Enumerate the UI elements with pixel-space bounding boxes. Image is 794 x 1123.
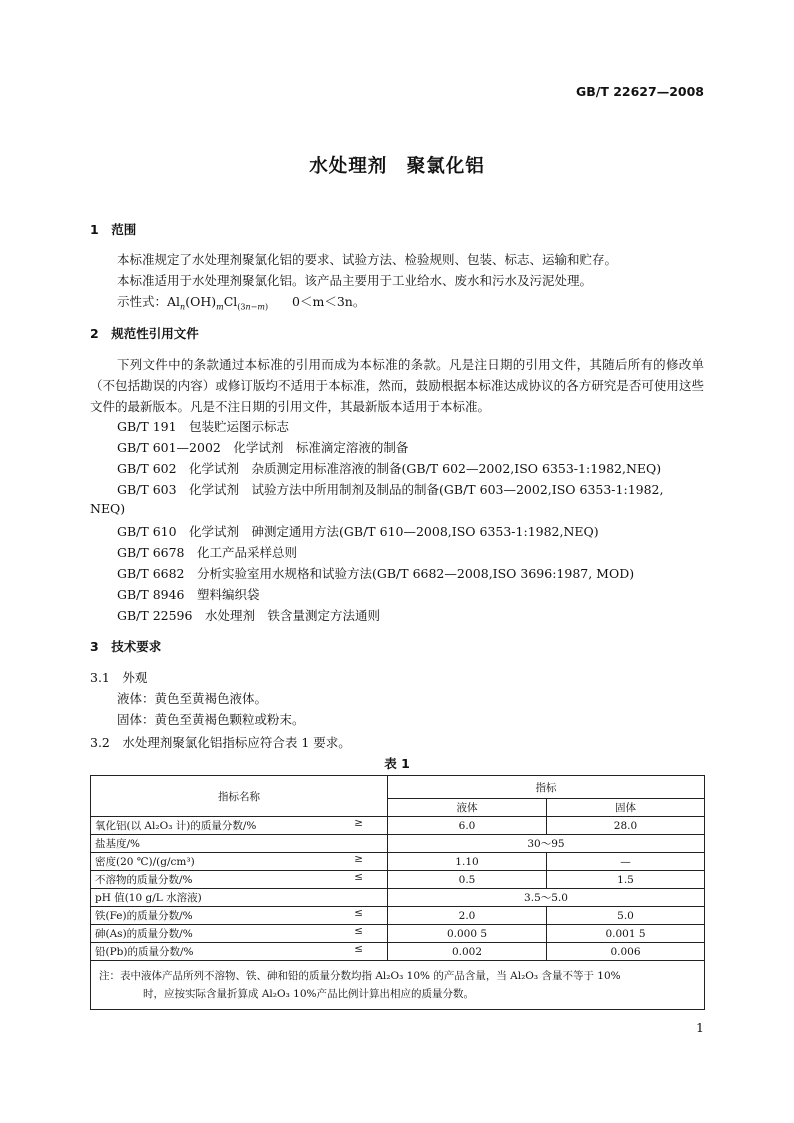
formula-line (117, 292, 365, 312)
section-3-heading: 3 技术要求 (90, 639, 162, 654)
header-indicator-name: 指标名称 (91, 776, 388, 817)
subsection-3-1: 3.1 外观 (90, 670, 148, 685)
reference-item: GB/T 602 化学试剂 杂质测定用标准溶液的制备(GB/T 602—2002,ISO 6353-1:1982,NEQ) (117, 461, 662, 476)
subsection-3-2: 3.2 水处理剂聚氯化铝指标应符合表 1 要求。 (90, 735, 351, 750)
section-1-heading: 1 范围 (90, 222, 137, 237)
specification-table (90, 775, 705, 1010)
row-relation: ≥ (354, 853, 363, 865)
row-name: 密度(20 ℃)/(g/cm³) (95, 856, 195, 868)
header-solid: 固体 (547, 799, 705, 817)
scope-paragraph-2: 本标准适用于水处理剂聚氯化铝。该产品主要用于工业给水、废水和污水及污泥处理。 (117, 273, 593, 288)
row-name: 铅(Pb)的质量分数/% (95, 946, 194, 958)
solid-value: — (547, 853, 705, 871)
document-title: 水处理剂 聚氯化铝 (309, 156, 485, 177)
table-row (91, 907, 705, 925)
solid-value: 0.001 5 (547, 925, 705, 943)
appearance-solid: 固体：黄色至黄褐色颗粒或粉末。 (117, 712, 305, 727)
section-2-heading: 2 规范性引用文件 (90, 326, 199, 341)
row-name: 盐基度/% (95, 838, 141, 850)
reference-item: GB/T 8946 塑料编织袋 (117, 587, 260, 602)
row-name: 氧化铝(以 Al₂O₃ 计)的质量分数/% (95, 820, 257, 832)
table-caption: 表 1 (384, 756, 410, 771)
reference-item: GB/T 6682 分析实验室用水规格和试验方法(GB/T 6682—2008,ISO 3696:1987, MOD) (117, 566, 635, 581)
table-note (91, 961, 705, 1010)
table-row (91, 871, 705, 889)
reference-item: GB/T 603 化学试剂 试验方法中所用制剂及制品的制备(GB/T 603—2002,ISO 6353-1:1982, (117, 482, 664, 497)
solid-value: 0.006 (547, 943, 705, 961)
header-liquid: 液体 (388, 799, 547, 817)
formula-label: 示性式： (117, 294, 168, 309)
page-number: 1 (696, 1020, 704, 1035)
row-relation: ≤ (354, 871, 363, 883)
liquid-value: 0.5 (388, 871, 547, 889)
row-name: 铁(Fe)的质量分数/% (95, 910, 193, 922)
reference-item-continuation: NEQ) (90, 501, 126, 516)
table-row (91, 817, 705, 835)
liquid-value: 6.0 (388, 817, 547, 835)
liquid-value: 1.10 (388, 853, 547, 871)
table-row (91, 853, 705, 871)
appearance-liquid: 液体：黄色至黄褐色液体。 (117, 691, 268, 706)
row-name: 不溶物的质量分数/% (95, 874, 193, 886)
solid-value: 5.0 (547, 907, 705, 925)
formula-range: 0＜m＜3n。 (292, 294, 366, 309)
table-row (91, 943, 705, 961)
table-row (91, 925, 705, 943)
row-relation: ≤ (354, 907, 363, 919)
liquid-value: 0.002 (388, 943, 547, 961)
table-note-line-2: 时，应按实际含量折算成 Al₂O₃ 10%产品比例计算出相应的质量分数。 (143, 988, 474, 1000)
reference-item: GB/T 191 包装贮运图示标志 (117, 419, 290, 434)
reference-item: GB/T 601—2002 化学试剂 标准滴定溶液的制备 (117, 440, 409, 455)
header-indicator: 指标 (388, 776, 705, 799)
table-row (91, 889, 705, 907)
standard-code: GB/T 22627—2008 (575, 84, 704, 99)
merged-value: 30～95 (388, 835, 705, 853)
scope-paragraph-1: 本标准规定了水处理剂聚氯化铝的要求、试验方法、检验规则、包装、标志、运输和贮存。 (117, 252, 618, 267)
row-relation: ≤ (354, 943, 363, 955)
row-relation: ≤ (354, 925, 363, 937)
solid-value: 28.0 (547, 817, 705, 835)
reference-item: GB/T 6678 化工产品采样总则 (117, 545, 298, 560)
row-name: pH 值(10 g/L 水溶液) (95, 892, 202, 904)
reference-item: GB/T 610 化学试剂 砷测定通用方法(GB/T 610—2008,ISO 6353-1:1982,NEQ) (117, 524, 599, 539)
row-name: 砷(As)的质量分数/% (95, 928, 193, 940)
liquid-value: 0.000 5 (388, 925, 547, 943)
references-intro: 下列文件中的条款通过本标准的引用而成为本标准的条款。凡是注日期的引用文件，其随后所有的修改单（不包括勘误的内容）或修订版均不适用于本标准，然而，鼓励根据本标准达成协议的各方研究是否可使用这些文件的最新版本。凡是不注日期的引用文件，其最新版本适用于本标准。 (90, 357, 704, 414)
formula-expression: $Al_n(OH)_mCl_{(3n-m)}$ (167, 294, 269, 312)
liquid-value: 2.0 (388, 907, 547, 925)
solid-value: 1.5 (547, 871, 705, 889)
reference-item: GB/T 22596 水处理剂 铁含量测定方法通则 (117, 608, 380, 623)
row-relation: ≥ (354, 817, 363, 829)
merged-value: 3.5～5.0 (388, 889, 705, 907)
table-note-line-1: 注：表中液体产品所列不溶物、铁、砷和铅的质量分数均指 Al₂O₃ 10% 的产品含量，当 Al₂O₃ 含量不等于 10% (99, 970, 621, 982)
table-row (91, 835, 705, 853)
